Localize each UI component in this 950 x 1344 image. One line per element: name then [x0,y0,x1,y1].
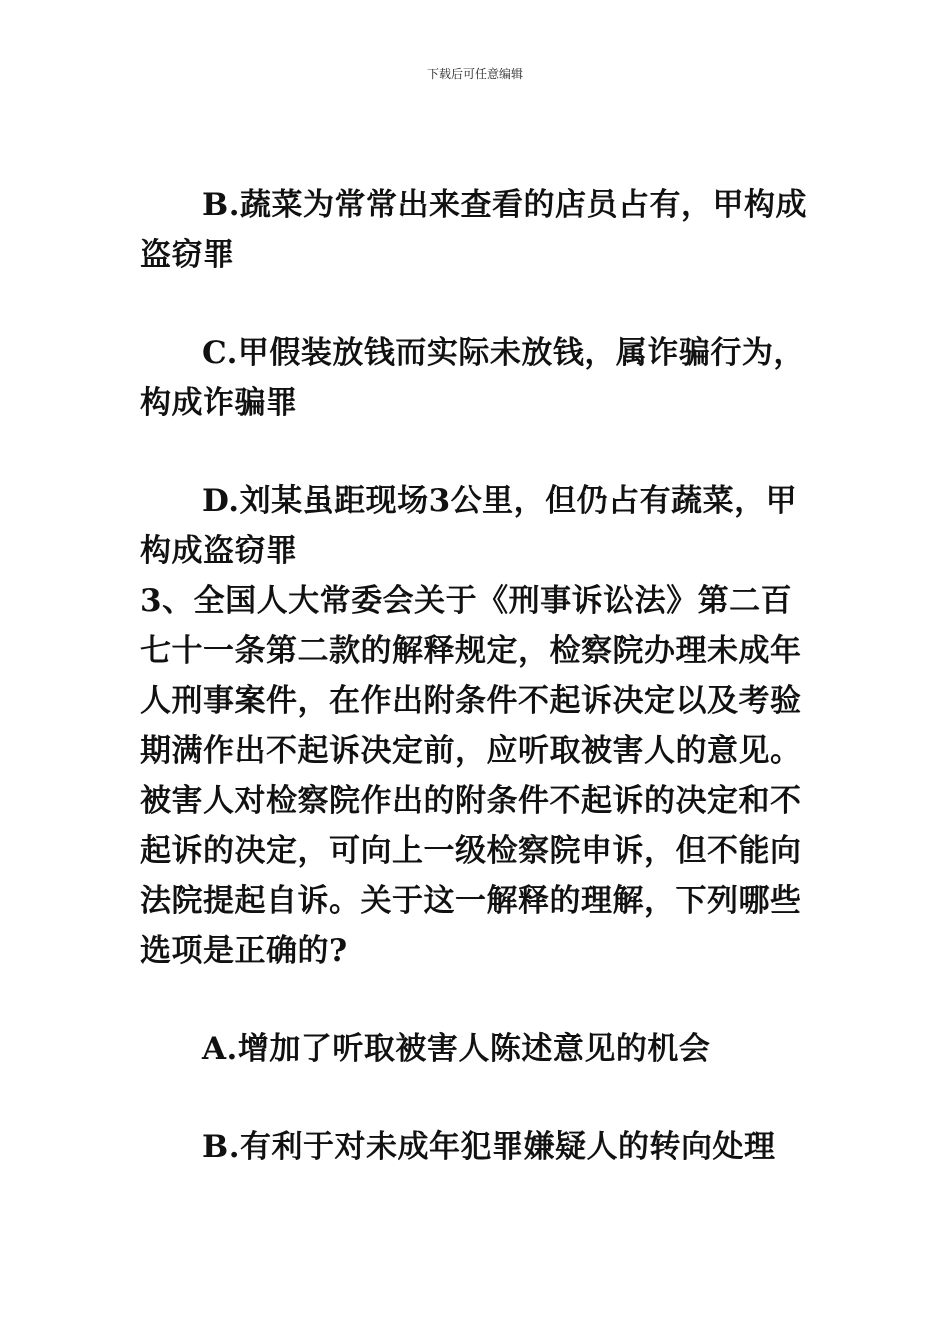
spacer [140,428,812,476]
spacer [140,1074,812,1122]
option-b-prev: B.蔬菜为常常出来查看的店员占有，甲构成盗窃罪 [140,187,807,273]
spacer [140,976,812,1024]
page-header: 下载后可任意编辑 [426,67,523,81]
question-3: 3、全国人大常委会关于《刑事诉讼法》第二百七十一条第二款的解释规定，检察院办理未成年人刑事案件，在作出附条件不起诉决定以及考验期满作出不起诉决定前，应听取被害人的意见。被害人对检察院作出的附条件不起诉的决定和不起诉的决定，可向上一级检察院申诉，但不能向法院提起自诉。关于这一解释的理解，下列哪些选项是正确的? [140,583,802,969]
option-a: A.增加了听取被害人陈述意见的机会 [202,1031,711,1067]
option-b: B.有利于对未成年犯罪嫌疑人的转向处理 [202,1129,776,1165]
spacer [140,280,812,328]
document-body [140,180,812,1172]
option-d-prev: D.刘某虽距现场3公里，但仍占有蔬菜，甲构成盗窃罪 [140,483,798,569]
option-c-prev: C.甲假装放钱而实际未放钱，属诈骗行为，构成诈骗罪 [140,335,805,421]
